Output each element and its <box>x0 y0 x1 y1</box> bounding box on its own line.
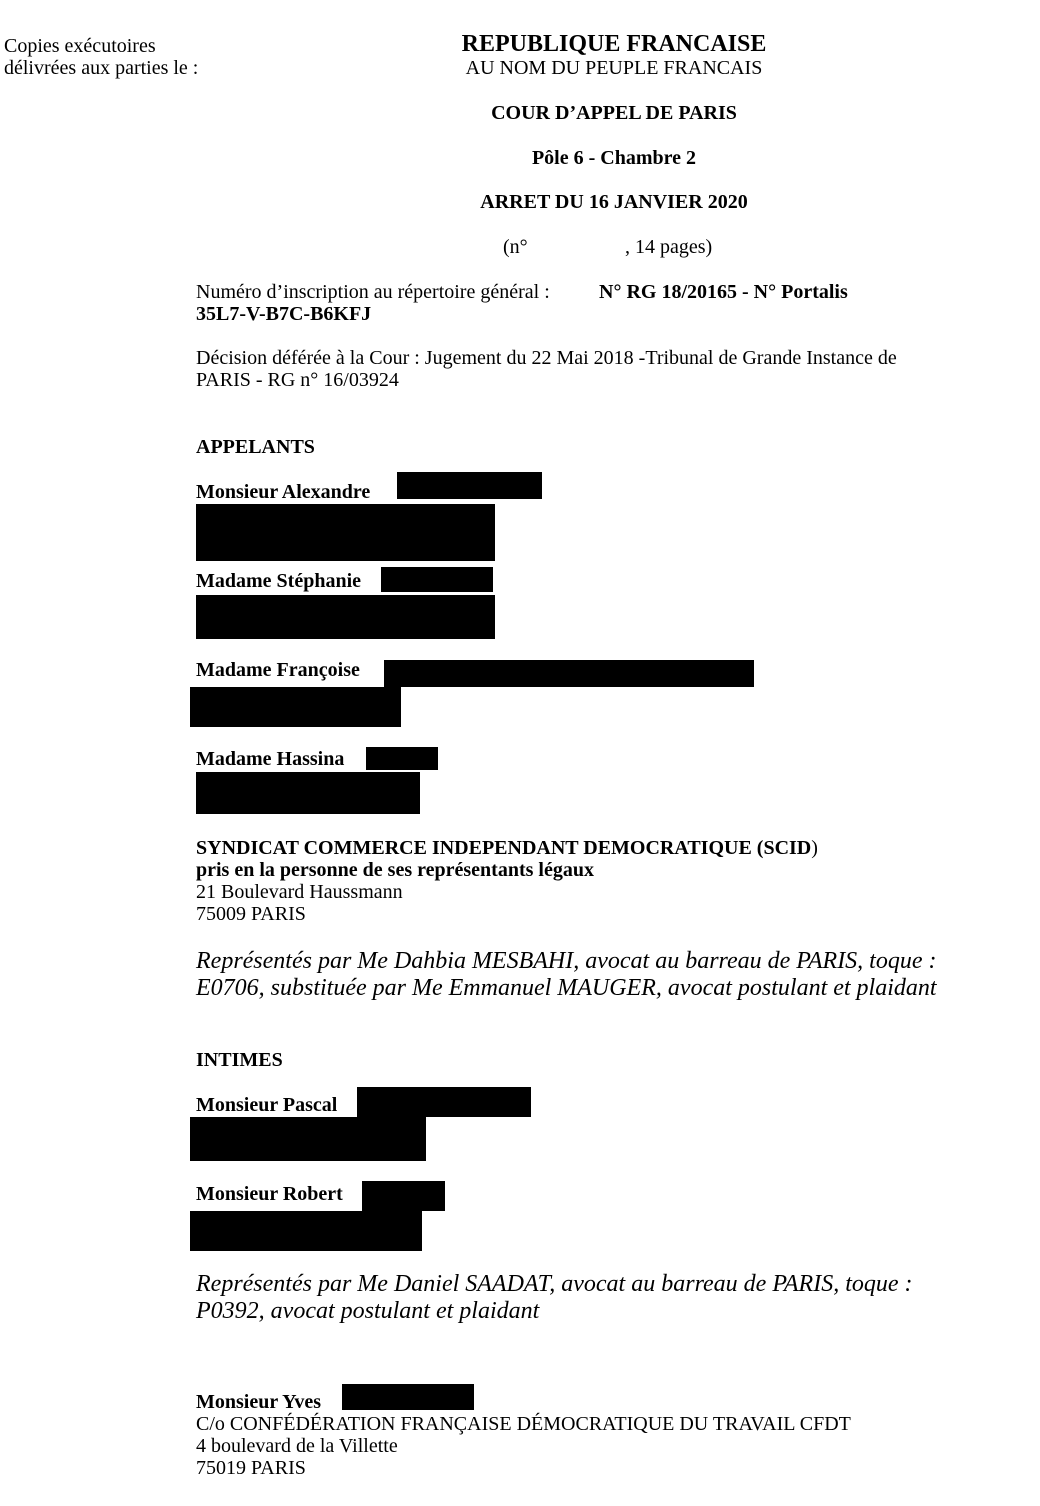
syndicat-address-line-1: 21 Boulevard Haussmann <box>196 881 403 903</box>
copies-label: Copies exécutoires <box>4 35 156 57</box>
redaction-block <box>381 567 493 592</box>
redaction-block <box>366 747 438 770</box>
appelant-1-name: Monsieur Alexandre <box>196 481 371 503</box>
redaction-block <box>397 472 542 499</box>
intime-3-address-line-1: C/o CONFÉDÉRATION FRANÇAISE DÉMOCRATIQUE DU TRAVAIL CFDT <box>196 1413 851 1435</box>
appelants-counsel-line-2: E0706, substituée par Me Emmanuel MAUGER, avocat postulant et plaidant <box>196 975 937 1001</box>
intimes-counsel-line-1: Représentés par Me Daniel SAADAT, avocat au barreau de PARIS, toque : <box>196 1271 913 1297</box>
decision-line-1: Décision déférée à la Cour : Jugement du 22 Mai 2018 -Tribunal de Grande Instance de <box>196 347 897 369</box>
decision-line-2: PARIS - RG n° 16/03924 <box>196 369 399 391</box>
appelant-3-name: Madame Françoise <box>196 659 360 681</box>
intime-3-name: Monsieur Yves <box>196 1391 321 1413</box>
redaction-block <box>342 1384 474 1410</box>
portalis-number: 35L7-V-B7C-B6KFJ <box>196 303 372 325</box>
redaction-block <box>196 595 495 639</box>
appelant-4-name: Madame Hassina <box>196 748 345 770</box>
chamber-name: Pôle 6 - Chambre 2 <box>531 147 697 169</box>
redaction-block <box>190 1211 422 1251</box>
redaction-block <box>196 772 420 814</box>
arret-date: ARRET DU 16 JANVIER 2020 <box>480 191 748 213</box>
syndicat-name-bold: SYNDICAT COMMERCE INDEPENDANT DEMOCRATIQUE (SCID <box>196 837 812 859</box>
redaction-block <box>196 504 495 561</box>
appelants-heading: APPELANTS <box>196 436 315 458</box>
redaction-block <box>190 687 401 727</box>
arret-page-count: , 14 pages) <box>625 236 713 258</box>
intime-3-address-line-2: 4 boulevard de la Villette <box>196 1435 398 1457</box>
court-name: COUR D’APPEL DE PARIS <box>491 102 737 124</box>
intimes-heading: INTIMES <box>196 1049 283 1071</box>
arret-number-prefix: (n° <box>503 236 528 258</box>
syndicat-name <box>196 837 818 859</box>
intime-3-address-line-3: 75019 PARIS <box>196 1457 306 1479</box>
rg-value: N° RG 18/20165 - N° Portalis <box>599 281 848 303</box>
appelants-counsel-line-1: Représentés par Me Dahbia MESBAHI, avocat au barreau de PARIS, toque : <box>196 948 937 974</box>
au-nom-subtitle: AU NOM DU PEUPLE FRANCAIS <box>465 57 763 79</box>
appelant-2-name: Madame Stéphanie <box>196 570 361 592</box>
syndicat-address-line-2: 75009 PARIS <box>196 903 306 925</box>
intime-2-name: Monsieur Robert <box>196 1183 343 1205</box>
syndicat-name-paren: ) <box>811 837 818 859</box>
redaction-block <box>362 1181 445 1211</box>
redaction-block <box>384 660 754 687</box>
redaction-block <box>357 1087 531 1117</box>
delivered-label: délivrées aux parties le : <box>4 57 199 79</box>
intimes-counsel-line-2: P0392, avocat postulant et plaidant <box>196 1298 540 1324</box>
republic-title: REPUBLIQUE FRANCAISE <box>461 31 767 57</box>
redaction-block <box>190 1117 426 1161</box>
intime-1-name: Monsieur Pascal <box>196 1094 338 1116</box>
rg-label: Numéro d’inscription au répertoire général : <box>196 281 550 303</box>
syndicat-representative: pris en la personne de ses représentants légaux <box>196 859 594 881</box>
